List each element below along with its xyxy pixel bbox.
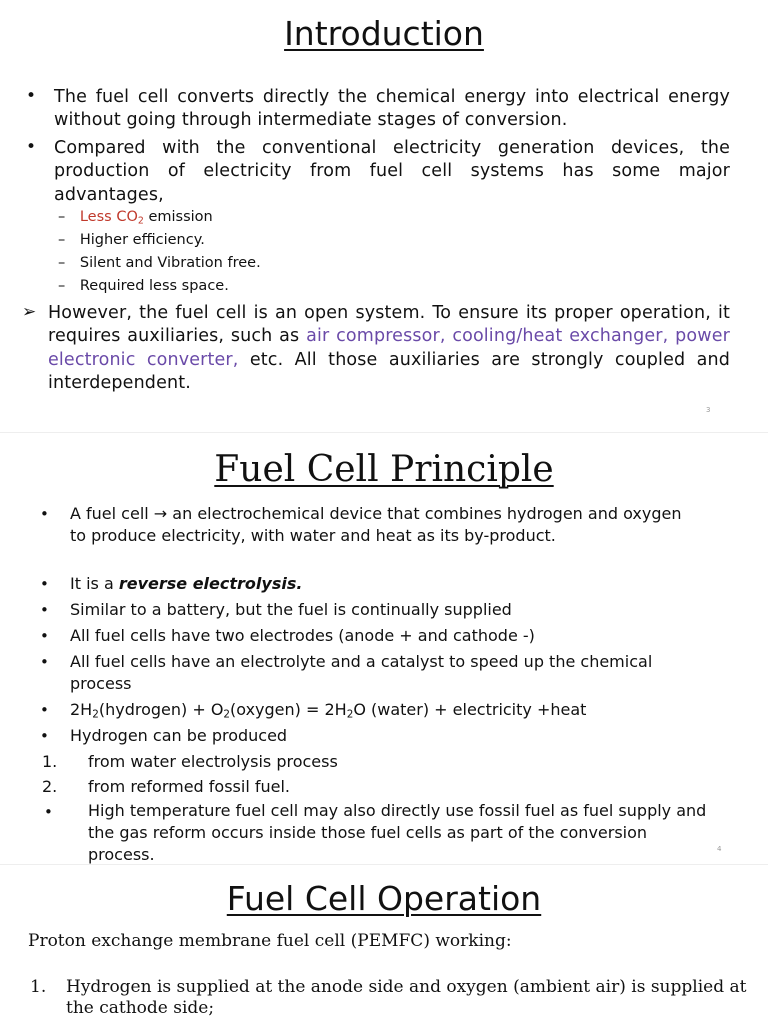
arrow-bullet <box>22 302 36 322</box>
advantage-item <box>58 229 205 252</box>
bullet-dot: • <box>40 627 49 645</box>
page-number: 4 <box>717 845 722 853</box>
advantage-item <box>58 252 261 275</box>
dash: – <box>58 232 66 248</box>
advantage-text: Higher efficiency. <box>79 232 205 248</box>
list-number: 1. <box>42 752 58 771</box>
bullet-dot: • <box>26 86 37 106</box>
bullet-dot: • <box>26 137 37 157</box>
slide-introduction <box>0 0 768 432</box>
slide-title: Fuel Cell Principle <box>214 449 554 490</box>
bullet-dot: • <box>40 653 49 671</box>
list-number: 1. <box>30 977 47 997</box>
bullet-dot: • <box>40 701 49 719</box>
arrow-icon: ➢ <box>22 302 37 322</box>
slide-fuel-cell-operation <box>0 864 768 1025</box>
principle-item: Hydrogen can be produced <box>70 726 288 745</box>
however-text: However, the fuel cell is an open system. To ensure its proper operation, it requires auxiliaries, such as air compressor, cooling/heat exchanger, power electronic converter, etc. All those auxiliaries are strongly coupled and interdependent. <box>48 303 730 393</box>
slide-title: Fuel Cell Operation <box>226 879 542 918</box>
slide-title: Introduction <box>284 14 484 53</box>
operation-step: Hydrogen is supplied at the anode side and oxygen (ambient air) is supplied at the cathode side; <box>66 977 747 1018</box>
dash: – <box>58 255 66 271</box>
advantage-item: – Less $CO_2$ emission <box>58 209 213 227</box>
advantage-text: Silent and Vibration free. <box>79 255 261 271</box>
numbered-item: from water electrolysis process <box>88 752 338 771</box>
advantage-text: Less $CO_2$ <box>79 209 144 227</box>
principle-item: A fuel cell → an electrochemical device that combines hydrogen and oxygen to produce electricity, with water and heat as its by-product. <box>70 504 682 545</box>
numbered-item: from reformed fossil fuel. <box>88 777 290 796</box>
principle-item: High temperature fuel cell may also directly use fossil fuel as fuel supply and the gas reform occurs inside those fuel cells as part of the conversion process. <box>88 801 707 864</box>
slide-subtitle: Proton exchange membrane fuel cell (PEMFC) working: <box>28 931 512 951</box>
principle-item: Similar to a battery, but the fuel is continually supplied <box>70 600 512 619</box>
principle-item: All fuel cells have an electrolyte and a catalyst to speed up the chemical process <box>70 652 653 693</box>
bullet-dot: • <box>44 803 53 821</box>
slide-fuel-cell-principle <box>0 432 768 865</box>
page-number: 3 <box>706 406 711 414</box>
bullet-dot: • <box>40 601 49 619</box>
principle-item: All fuel cells have two electrodes (anode + and cathode -) <box>70 626 535 645</box>
dash: – <box>58 278 66 294</box>
reaction-equation: $2H_2(hydrogen)$ + $O_2(oxygen) = 2H_2O$ (water) + electricity +heat <box>70 700 587 721</box>
advantage-item <box>58 275 229 298</box>
bullet-text: Compared with the conventional electricity generation devices, the production of electricity from fuel cell systems has some major advantages, <box>54 138 730 205</box>
bullet-text: The fuel cell converts directly the chemical energy into electrical energy without going through intermediate stages of conversion. <box>54 87 730 131</box>
bullet-dot: • <box>40 505 49 523</box>
advantage-text: Required less space. <box>79 278 229 294</box>
bullet-dot: • <box>40 575 49 593</box>
principle-item: It is a reverse electrolysis. <box>70 574 303 593</box>
dash: – <box>58 209 66 225</box>
list-number: 2. <box>42 777 58 796</box>
bullet-dot: • <box>40 727 49 745</box>
